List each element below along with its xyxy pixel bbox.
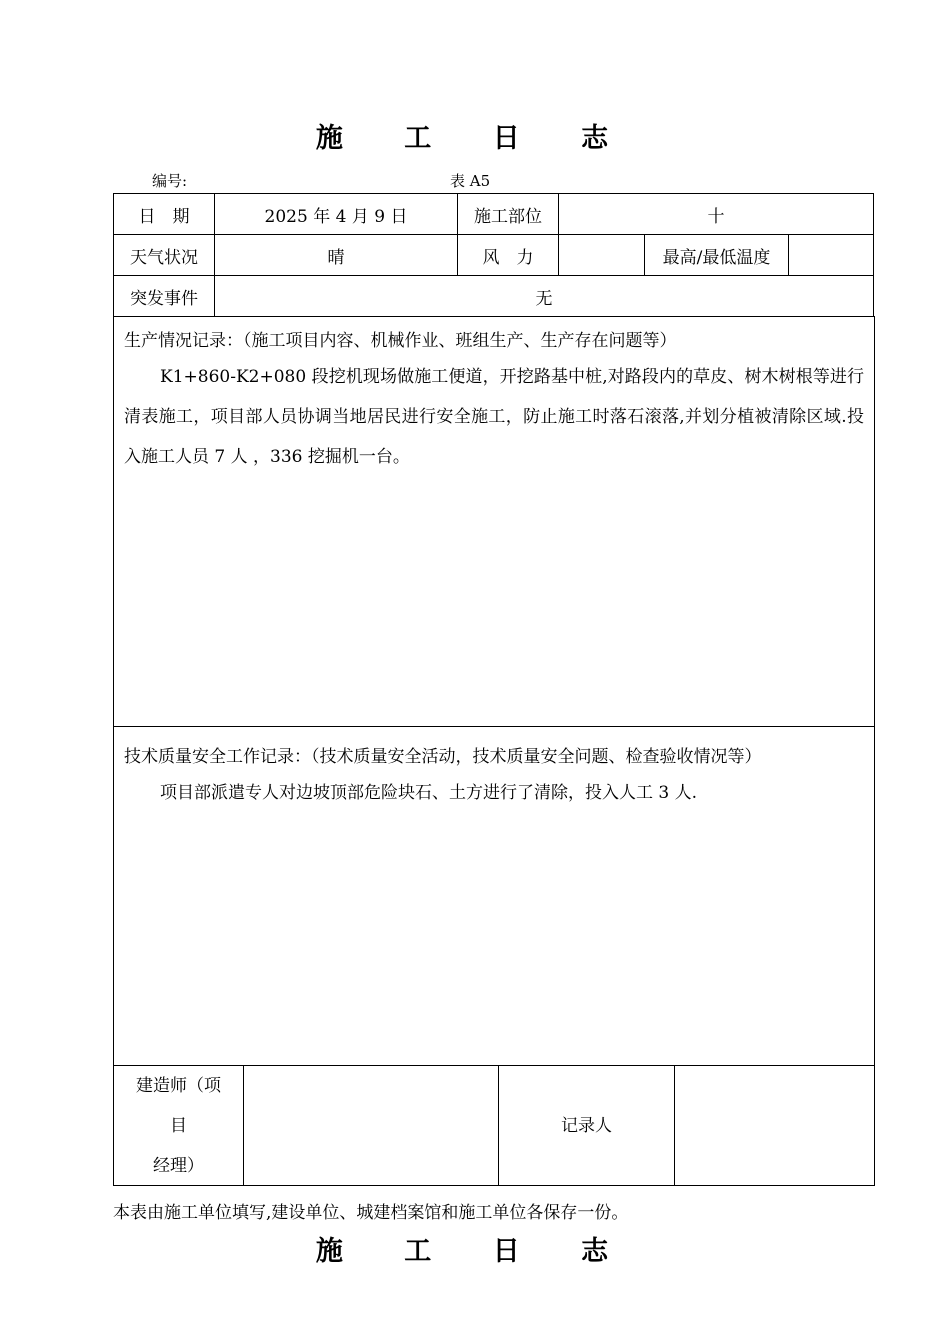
engineer-label-line3: 经理） (153, 1155, 204, 1176)
production-text[interactable]: K1+860-K2+080 段挖机现场做施工便道，开挖路基中桩,对路段内的草皮、树木树根等进行清表施工，项目部人员协调当地居民进行安全施工，防止施工时落石滚落,并划分植被清除区域.投入施工人员 7 人 ，336 挖掘机一台。 (124, 367, 864, 467)
temp-label: 最高/最低温度 (644, 234, 789, 276)
engineer-label (113, 1065, 244, 1186)
incident-label: 突发事件 (113, 275, 215, 317)
quality-text[interactable]: 项目部派遣专人对边坡顶部危险块石、土方进行了清除，投入人工 3 人. (160, 783, 698, 803)
quality-section (113, 726, 875, 1066)
date-label: 日 期 (113, 193, 215, 235)
recorder-label: 记录人 (498, 1065, 675, 1186)
recorder-signature-field[interactable] (674, 1065, 875, 1186)
code-label: 编号: (152, 172, 188, 190)
production-heading: 生产情况记录：（施工项目内容、机械作业、班组生产、生产存在问题等） (124, 331, 677, 351)
engineer-label-line1: 建造师（项 (136, 1075, 221, 1096)
next-page-title: 施 工 日 志 (315, 1236, 635, 1267)
quality-heading: 技术质量安全工作记录：（技术质量安全活动，技术质量安全问题、检查验收情况等） (124, 747, 762, 767)
date-value[interactable]: 2025 年 4 月 9 日 (214, 193, 458, 235)
engineer-signature-field[interactable] (243, 1065, 499, 1186)
location-label: 施工部位 (457, 193, 559, 235)
engineer-label-line2: 目 (170, 1115, 187, 1136)
temp-value[interactable] (788, 234, 874, 276)
footnote: 本表由施工单位填写,建设单位、城建档案馆和施工单位各保存一份。 (113, 1203, 629, 1223)
weather-label: 天气状况 (113, 234, 215, 276)
production-section (113, 316, 875, 727)
wind-label: 风 力 (457, 234, 559, 276)
incident-value[interactable]: 无 (214, 275, 874, 317)
form-label: 表 A5 (450, 172, 491, 190)
page-title: 施 工 日 志 (315, 123, 635, 154)
wind-value[interactable] (558, 234, 645, 276)
location-value[interactable]: 十 (558, 193, 874, 235)
weather-value[interactable]: 晴 (214, 234, 458, 276)
